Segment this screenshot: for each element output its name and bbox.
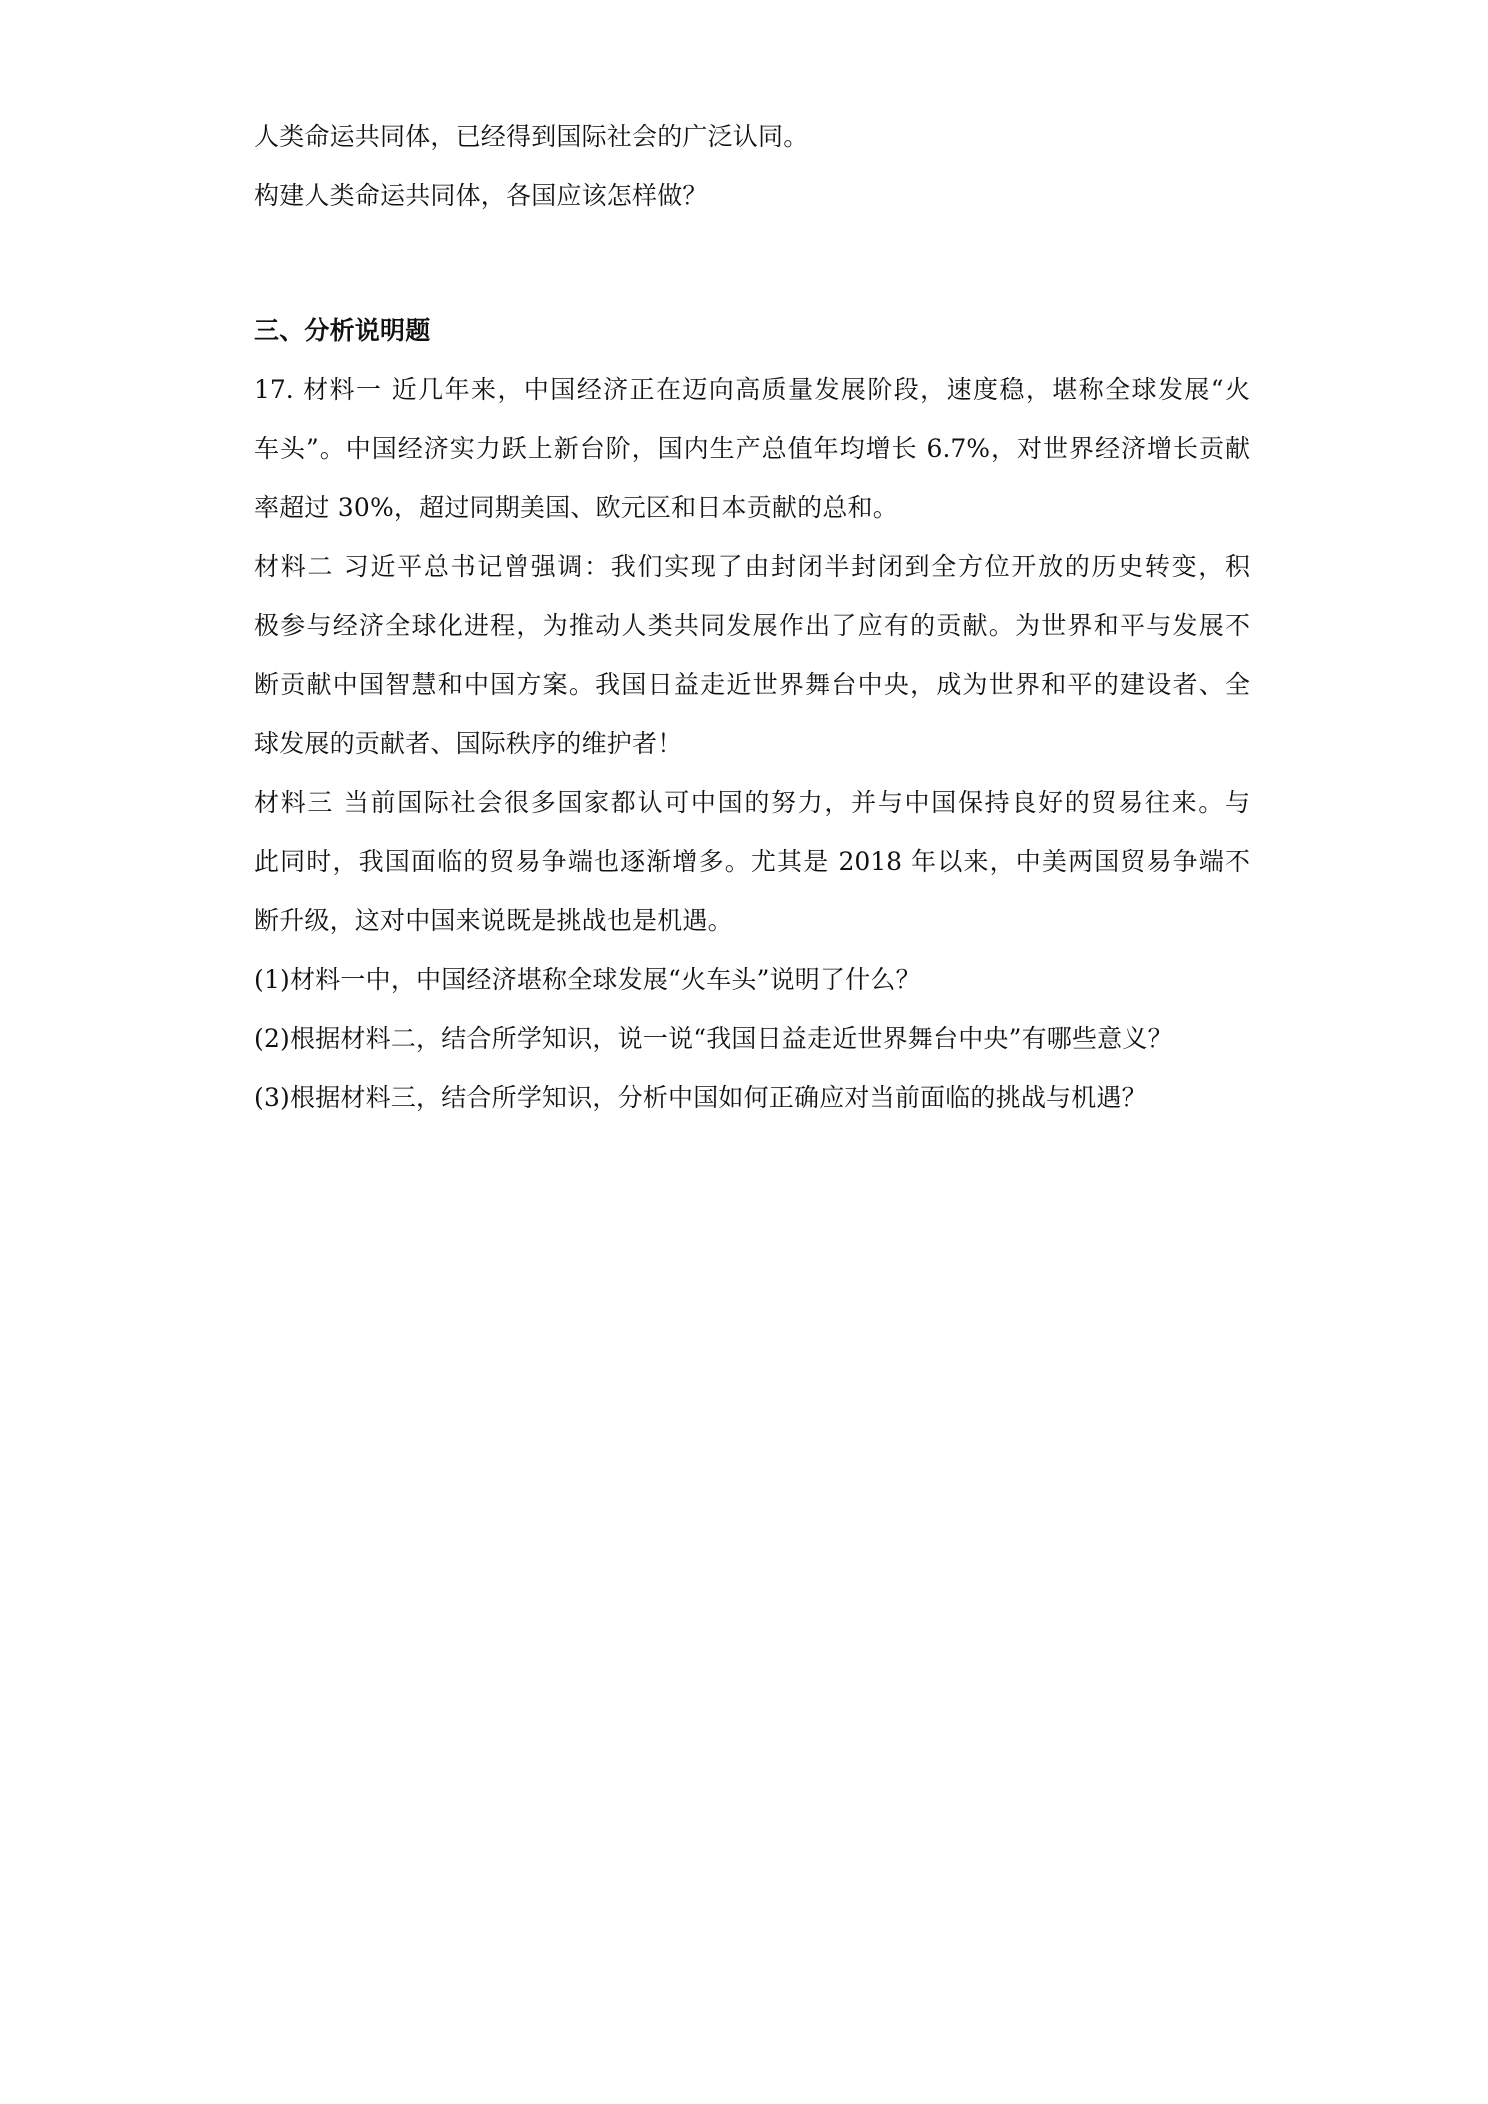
sub-question-2: (2)根据材料二，结合所学知识，说一说“我国日益走近世界舞台中央”有哪些意义？ bbox=[254, 1024, 1173, 1053]
intro-question: 构建人类命运共同体，各国应该怎样做？ bbox=[254, 181, 708, 210]
intro-text-line: 人类命运共同体，已经得到国际社会的广泛认同。 bbox=[254, 122, 809, 151]
material1-line: 17. 材料一 近几年来，中国经济正在迈向高质量发展阶段，速度稳，堪称全球发展“火 bbox=[254, 375, 1250, 404]
material3-line: 断升级，这对中国来说既是挑战也是机遇。 bbox=[254, 906, 733, 935]
page-content bbox=[254, 122, 1250, 1113]
material2-line: 断贡献中国智慧和中国方案。我国日益走近世界舞台中央，成为世界和平的建设者、全 bbox=[254, 670, 1250, 699]
sub-question-1: (1)材料一中，中国经济堪称全球发展“火车头”说明了什么？ bbox=[254, 965, 921, 994]
sub-question-3: (3)根据材料三，结合所学知识，分析中国如何正确应对当前面临的挑战与机遇？ bbox=[254, 1083, 1147, 1112]
material3-line: 材料三 当前国际社会很多国家都认可中国的努力，并与中国保持良好的贸易往来。与 bbox=[254, 788, 1250, 817]
material2-line: 球发展的贡献者、国际秩序的维护者！ bbox=[254, 729, 683, 758]
material3-line: 此同时，我国面临的贸易争端也逐渐增多。尤其是 2018 年以来，中美两国贸易争端不 bbox=[254, 847, 1250, 876]
material1-line: 车头”。中国经济实力跃上新台阶，国内生产总值年均增长 6.7%，对世界经济增长贡献 bbox=[254, 434, 1250, 463]
material1-line: 率超过 30%，超过同期美国、欧元区和日本贡献的总和。 bbox=[254, 493, 898, 522]
material2-line: 极参与经济全球化进程，为推动人类共同发展作出了应有的贡献。为世界和平与发展不 bbox=[254, 611, 1250, 640]
material2-line: 材料二 习近平总书记曾强调：我们实现了由封闭半封闭到全方位开放的历史转变，积 bbox=[254, 552, 1250, 581]
section-heading: 三、分析说明题 bbox=[254, 316, 431, 345]
